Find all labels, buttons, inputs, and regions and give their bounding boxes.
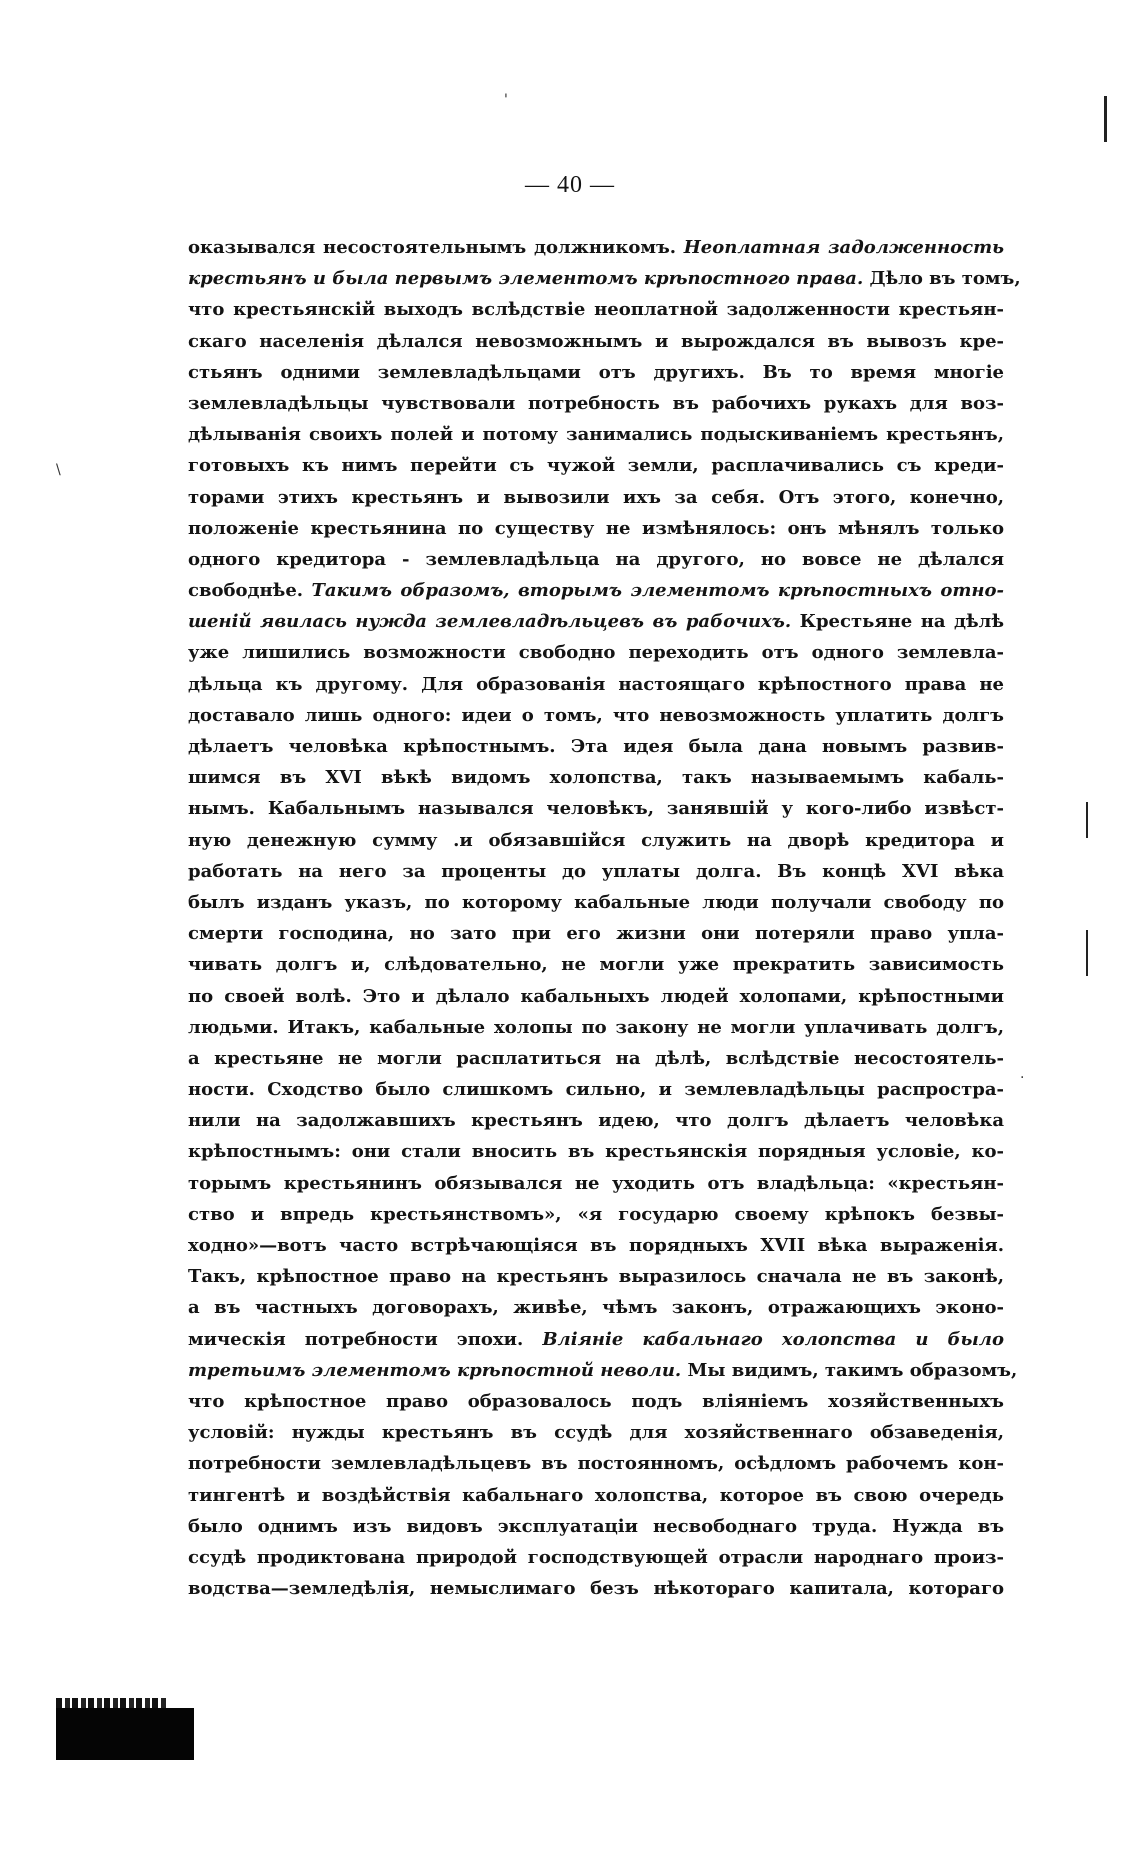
text-line: дѣлаетъ человѣка крѣпостнымъ. Эта идея была дана новымъ развив- — [188, 736, 1004, 757]
text-line: работать на него за проценты до уплаты долга. Въ концѣ XVI вѣка — [188, 860, 1004, 882]
body-text — [188, 232, 1021, 1604]
text-line: дѣльца къ другому. Для образованія настоящаго крѣпостного права не — [188, 673, 1004, 695]
text-line: ности. Сходство было слишкомъ сильно, и землевладѣльцы распростра- — [188, 1079, 1004, 1101]
text-line: мическія потребности эпохи. Вліяніе кабальнаго холопства и было — [188, 1328, 1004, 1350]
text-line: по своей волѣ. Это и дѣлало кабальныхъ людей холопами, крѣпостными — [188, 985, 1004, 1007]
text-line: что крестьянскій выходъ вслѣдствіе неоплатной задолженности крестьян- — [188, 299, 1004, 321]
text-line: чивать долгъ и, слѣдовательно, не могли уже прекратить зависимость — [188, 954, 1004, 976]
text-line: готовыхъ къ нимъ перейти съ чужой земли, расплачивались съ креди- — [188, 455, 1004, 477]
text-line: крестьянъ и была первымъ элементомъ крѣпостного права. Дѣло въ томъ, — [188, 268, 1021, 290]
text-line: землевладѣльцы чувствовали потребность въ рабочихъ рукахъ для воз- — [188, 392, 1004, 414]
text-line: смерти господина, но зато при его жизни они потеряли право упла- — [188, 923, 1004, 945]
margin-mark: ' — [504, 92, 508, 108]
text-line: доставало лишь одного: идеи о томъ, что невозможность уплатить долгъ — [188, 704, 1004, 726]
scan-edge-line — [1104, 96, 1107, 142]
text-line: нымъ. Кабальнымъ назывался человѣкъ, занявшій у кого-либо извѣст- — [188, 798, 1004, 820]
text-line: ство и впредь крестьянствомъ», «я государю своему крѣпокъ безвы- — [188, 1203, 1004, 1225]
text-line: шимся въ XVI вѣкѣ видомъ холопства, такъ называемымъ кабаль- — [188, 767, 1004, 789]
margin-mark: . — [1020, 1066, 1025, 1082]
text-line: дѣлыванія своихъ полей и потому занимались подыскиваніемъ крестьянъ, — [188, 424, 1004, 446]
text-line: торами этихъ крестьянъ и вывозили ихъ за себя. Отъ этого, конечно, — [188, 486, 1004, 508]
text-line: нили на задолжавшихъ крестьянъ идею, что долгъ дѣлаетъ человѣка — [188, 1110, 1004, 1132]
text-line: Такъ, крѣпостное право на крестьянъ выразилось сначала не въ законѣ, — [188, 1266, 1004, 1288]
text-line: водства—земледѣлія, немыслимаго безъ нѣкотораго капитала, котораго — [188, 1578, 1004, 1600]
text-line: крѣпостнымъ: они стали вносить въ крестьянскія порядныя условіе, ко- — [188, 1141, 1004, 1163]
text-line: тингентѣ и воздѣйствія кабальнаго холопства, которое въ свою очередь — [188, 1484, 1004, 1506]
scan-edge-line — [1086, 802, 1088, 838]
text-line: былъ изданъ указъ, по которому кабальные люди получали свободу по — [188, 891, 1004, 913]
text-line: оказывался несостоятельнымъ должникомъ. Неоплатная задолженность — [188, 237, 1004, 258]
text-line: людьми. Итакъ, кабальные холопы по закону не могли уплачивать долгъ, — [188, 1016, 1004, 1038]
text-line: потребности землевладѣльцевъ въ постоянномъ, осѣдломъ рабочемъ кон- — [188, 1453, 1004, 1475]
text-line: ную денежную сумму .и обязавшійся служить на дворѣ кредитора и — [188, 829, 1004, 851]
text-line: свободнѣе. Такимъ образомъ, вторымъ элементомъ крѣпостныхъ отно- — [188, 580, 1004, 602]
text-line: торымъ крестьянинъ обязывался не уходить отъ владѣльца: «крестьян- — [188, 1172, 1004, 1194]
text-line: одного кредитора - землевладѣльца на другого, но вовсе не дѣлался — [188, 548, 1004, 570]
text-line: ходно»—вотъ часто встрѣчающіяся въ порядныхъ XVII вѣка выраженія. — [188, 1235, 1004, 1256]
text-line: а въ частныхъ договорахъ, живѣе, чѣмъ законъ, отражающихъ эконо- — [188, 1297, 1004, 1319]
margin-mark: \ — [56, 462, 61, 478]
text-line: скаго населенія дѣлался невозможнымъ и вырождался въ вывозъ кре- — [188, 330, 1004, 352]
text-line: стьянъ одними землевладѣльцами отъ другихъ. Въ то время многіе — [188, 361, 1004, 383]
text-line: условій: нужды крестьянъ въ ссудѣ для хозяйственнаго обзаведенія, — [188, 1422, 1004, 1444]
page-number: — 40 — — [525, 172, 615, 198]
text-line: ссудѣ продиктована природой господствующей отрасли народнаго произ- — [188, 1546, 1004, 1568]
text-line: что крѣпостное право образовалось подъ вліяніемъ хозяйственныхъ — [188, 1390, 1004, 1412]
scan-artifact — [56, 1708, 194, 1760]
text-line: а крестьяне не могли расплатиться на дѣлѣ, вслѣдствіе несостоятель- — [188, 1047, 1004, 1069]
text-line: уже лишились возможности свободно переходить отъ одного землевла- — [188, 642, 1004, 664]
scan-edge-line — [1086, 930, 1088, 976]
text-line: положеніе крестьянина по существу не измѣнялось: онъ мѣнялъ только — [188, 517, 1004, 539]
text-line: третьимъ элементомъ крѣпостной неволи. Мы видимъ, такимъ образомъ, — [188, 1359, 1018, 1381]
text-line: было однимъ изъ видовъ эксплуатаціи несвободнаго труда. Нужда въ — [188, 1515, 1004, 1537]
text-line: шеній явилась нужда землевладѣльцевъ въ рабочихъ. Крестьяне на дѣлѣ — [188, 611, 1004, 633]
